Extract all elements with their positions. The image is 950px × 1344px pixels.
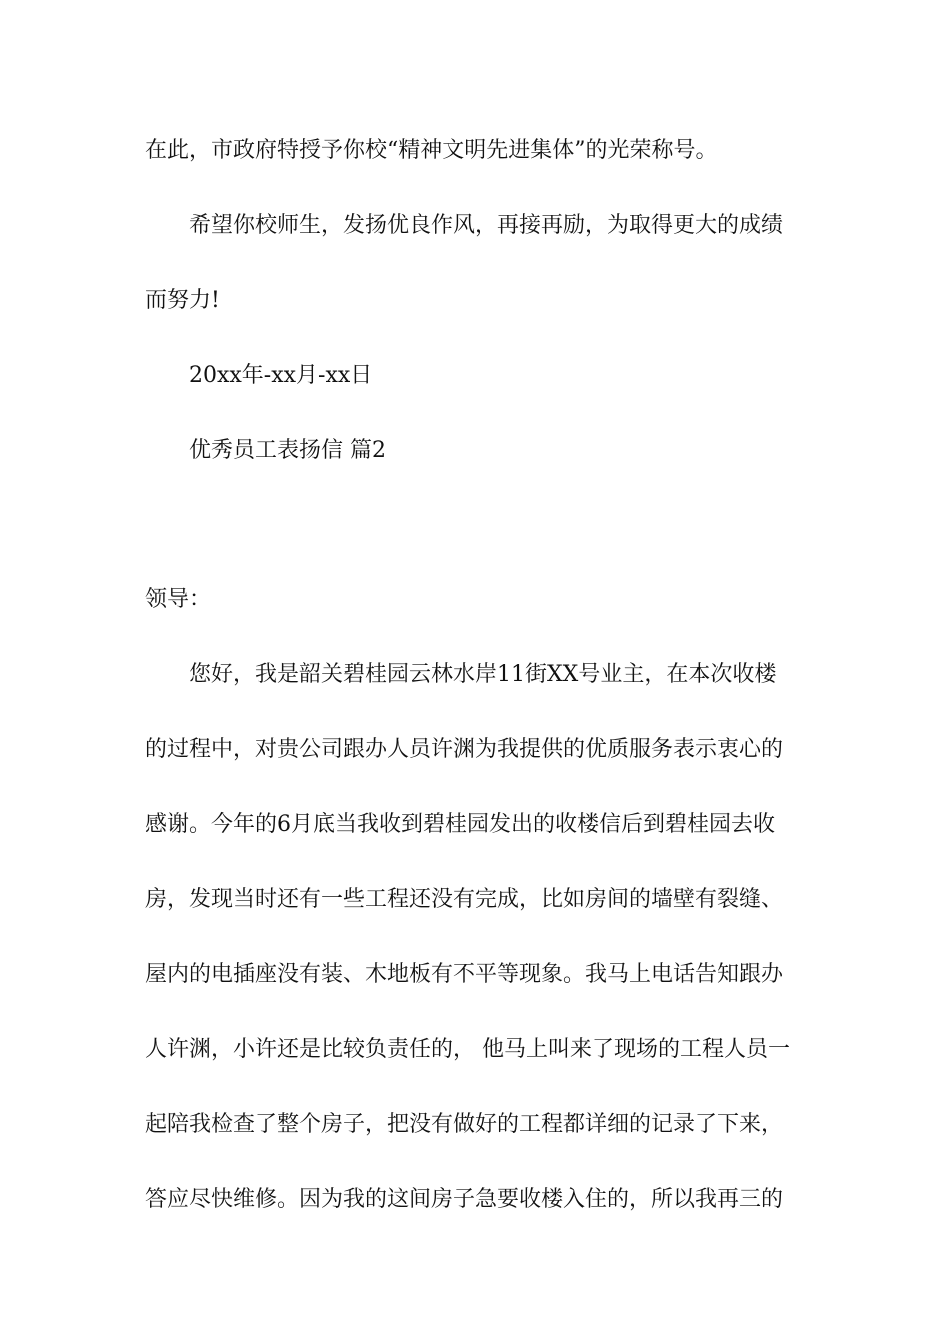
text-line: 希望你校师生，发扬优良作风，再接再励，为取得更大的成绩 bbox=[189, 213, 784, 238]
salutation: 领导： bbox=[145, 587, 212, 612]
text-line: 人许渊，小许还是比较负责任的， 他马上叫来了现场的工程人员一 bbox=[145, 1037, 790, 1062]
text-line: 的过程中，对贵公司跟办人员许渊为我提供的优质服务表示衷心的 bbox=[145, 737, 784, 762]
text-line: 您好，我是韶关碧桂园云林水岸11街XX号业主，在本次收楼 bbox=[189, 662, 777, 687]
text-line: 起陪我检查了整个房子，把没有做好的工程都详细的记录了下来， bbox=[145, 1112, 784, 1137]
text-line: 在此，市政府特授予你校“精神文明先进集体”的光荣称号。 bbox=[145, 138, 718, 163]
text-line: 感谢。今年的6月底当我收到碧桂园发出的收楼信后到碧桂园去收 bbox=[145, 812, 775, 837]
text-line: 而努力! bbox=[145, 288, 220, 313]
text-line: 答应尽快维修。因为我的这间房子急要收楼入住的，所以我再三的 bbox=[145, 1187, 784, 1212]
text-line: 屋内的电插座没有装、木地板有不平等现象。我马上电话告知跟办 bbox=[145, 962, 784, 987]
section-title: 优秀员工表扬信 篇2 bbox=[189, 438, 386, 463]
date-line: 20xx年-xx月-xx日 bbox=[189, 363, 373, 388]
text-line: 房，发现当时还有一些工程还没有完成，比如房间的墙壁有裂缝、 bbox=[145, 887, 784, 912]
